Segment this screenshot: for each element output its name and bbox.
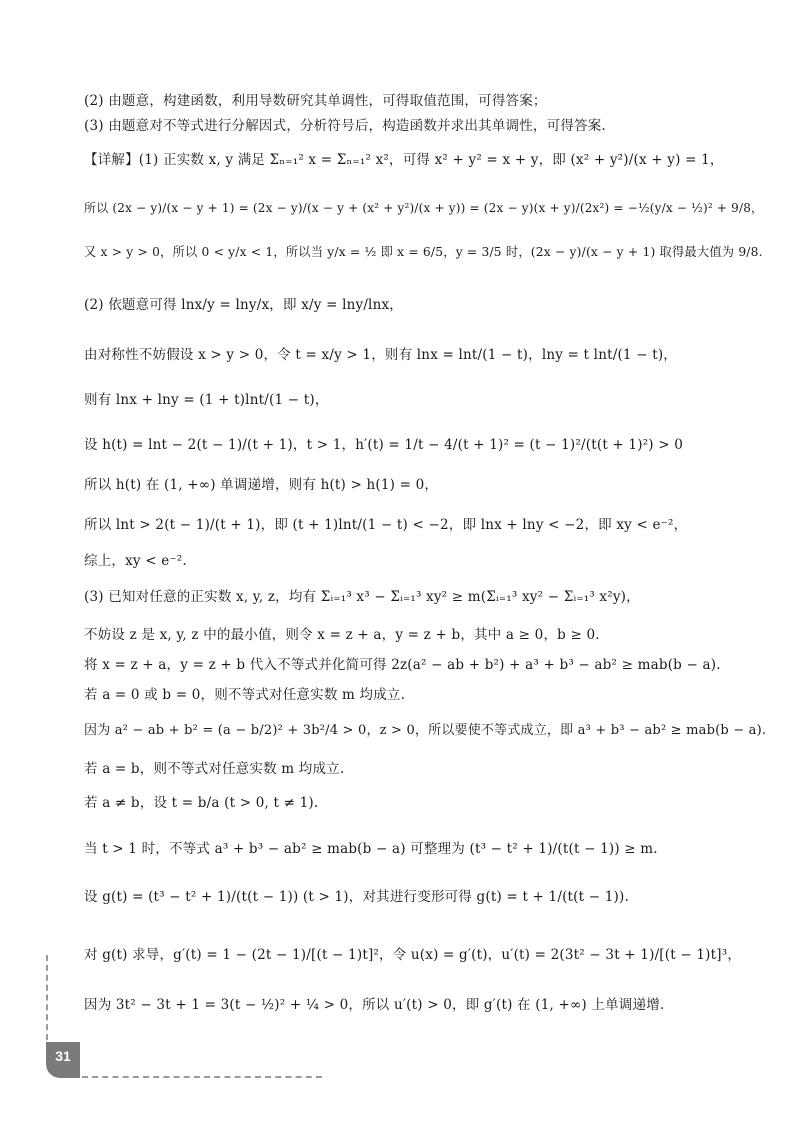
text-line-6: (2) 依题意可得 lnx/y = lny/x，即 x/y = lny/lnx， — [84, 297, 403, 313]
text-line-21: 设 g(t) = (t³ − t² + 1)/(t(t − 1)) (t > 1)，对其进行变形可得 g(t) = t + 1/(t(t − 1)). — [84, 889, 629, 905]
text-line-12: 综上，xy < e⁻². — [84, 553, 187, 569]
text-line-20: 当 t > 1 时，不等式 a³ + b³ − ab² ≥ mab(b − a) 可整理为 (t³ − t² + 1)/(t(t − 1)) ≥ m. — [84, 841, 658, 857]
text-line-15: 将 x = z + a，y = z + b 代入不等式并化简可得 2z(a² − ab + b²) + a³ + b³ − ab² ≥ mab(b − a). — [84, 657, 721, 673]
text-line-14: 不妨设 z 是 x, y, z 中的最小值，则令 x = z + a，y = z + b，其中 a ≥ 0，b ≥ 0. — [84, 627, 600, 643]
text-line-16: 若 a = 0 或 b = 0，则不等式对任意实数 m 均成立. — [84, 687, 406, 703]
text-line-10: 所以 h(t) 在 (1, +∞) 单调递增，则有 h(t) > h(1) = 0， — [84, 477, 439, 493]
margin-dashed-line-horizontal — [82, 1076, 322, 1078]
page-number: 31 — [55, 1048, 71, 1064]
text-line-19: 若 a ≠ b，设 t = b/a (t > 0, t ≠ 1). — [84, 795, 319, 811]
text-line-22: 对 g(t) 求导，g′(t) = 1 − (2t − 1)/[(t − 1)t]²，令 u(x) = g′(t)，u′(t) = 2(3t² − 3t + 1)/[(t − 1)t]³， — [84, 947, 742, 963]
text-line-13: (3) 已知对任意的正实数 x, y, z，均有 Σᵢ₌₁³ x³ − Σᵢ₌₁³ xy² ≥ m(Σᵢ₌₁³ xy² − Σᵢ₌₁³ x²y)， — [84, 589, 640, 605]
text-line-23: 因为 3t² − 3t + 1 = 3(t − ½)² + ¼ > 0，所以 u′(t) > 0，即 g′(t) 在 (1, +∞) 上单调递增. — [84, 997, 665, 1013]
margin-dashed-line-vertical — [46, 955, 48, 1040]
text-line-18: 若 a = b，则不等式对任意实数 m 均成立. — [84, 761, 345, 777]
text-line-1: (2) 由题意，构建函数，利用导数研究其单调性，可得取值范围，可得答案； — [84, 93, 547, 109]
text-line-2: (3) 由题意对不等式进行分解因式，分析符号后，构造函数并求出其单调性，可得答案. — [84, 118, 606, 134]
text-line-5: 又 x > y > 0，所以 0 < y/x < 1，所以当 y/x = ½ 即 x = 6/5，y = 3/5 时，(2x − y)/(x − y + 1) 取得最大值为 9/8. — [84, 245, 763, 259]
text-line-3: 【详解】(1) 正实数 x, y 满足 Σₙ₌₁² x = Σₙ₌₁² x²，可得 x² + y² = x + y，即 (x² + y²)/(x + y) = 1， — [84, 152, 724, 168]
text-line-9: 设 h(t) = lnt − 2(t − 1)/(t + 1)，t > 1，h′(t) = 1/t − 4/(t + 1)² = (t − 1)²/(t(t + 1)²) > 0 — [84, 437, 684, 453]
text-line-8: 则有 lnx + lny = (1 + t)lnt/(1 − t)， — [84, 392, 329, 408]
text-line-7: 由对称性不妨假设 x > y > 0，令 t = x/y > 1，则有 lnx = lnt/(1 − t)，lny = t lnt/(1 − t)， — [84, 347, 678, 363]
text-line-17: 因为 a² − ab + b² = (a − b/2)² + 3b²/4 > 0，z > 0，所以要使不等式成立，即 a³ + b³ − ab² ≥ mab(b − a). — [84, 723, 767, 738]
text-line-4: 所以 (2x − y)/(x − y + 1) = (2x − y)/(x − y + (x² + y²)/(x + y)) = (2x − y)(x + y)/(2x²) = −½(y/x − ½)² + 9/8， — [84, 201, 764, 215]
text-line-11: 所以 lnt > 2(t − 1)/(t + 1)，即 (t + 1)lnt/(1 − t) < −2，即 lnx + lny < −2，即 xy < e⁻²， — [84, 517, 688, 533]
